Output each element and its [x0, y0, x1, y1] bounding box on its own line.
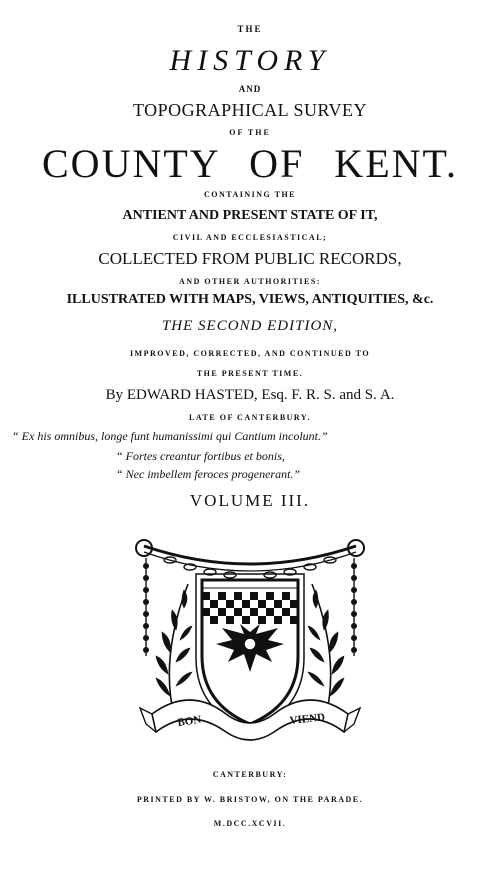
late-of-line: LATE OF CANTERBURY. [189, 413, 311, 422]
title-history: HISTORY [169, 44, 331, 77]
author-line: By EDWARD HASTED, Esq. F. R. S. and S. A. [105, 387, 395, 403]
imprint-printer: PRINTED BY W. BRISTOW, ON THE PARADE. [136, 795, 364, 804]
subtitle-civil: CIVIL AND ECCLESIASTICAL; [172, 233, 328, 242]
subtitle-authorities: AND OTHER AUTHORITIES: [179, 277, 321, 286]
edition-line: THE SECOND EDITION, [161, 318, 339, 334]
improved-line: IMPROVED, CORRECTED, AND CONTINUED TO [129, 349, 371, 358]
subtitle-collected: COLLECTED FROM PUBLIC RECORDS, [98, 249, 402, 268]
coat-of-arms-icon [130, 536, 370, 758]
epigraph-line-1: “ Ex his omnibus, longe funt humanissimi qui Cantium incolunt.” [12, 429, 328, 443]
title-county-of-kent: COUNTY OF KENT. [42, 141, 458, 186]
epigraph-line-3: “ Nec imbellem feroces progenerant.” [116, 467, 301, 481]
present-time-line: THE PRESENT TIME. [196, 369, 304, 378]
subtitle-containing: CONTAINING THE [203, 190, 297, 199]
title-and: AND [238, 84, 262, 94]
title-of-the: OF THE [229, 128, 271, 137]
subtitle-illustrated: ILLUSTRATED WITH MAPS, VIEWS, ANTIQUITIES, &c. [66, 292, 434, 307]
title-the: THE [237, 24, 263, 34]
volume-line: VOLUME III. [189, 491, 311, 510]
epigraph-line-2: “ Fortes creantur fortibus et bonis, [116, 449, 285, 463]
imprint-date: M.DCC.XCVII. [213, 819, 287, 828]
subtitle-antient-state: ANTIENT AND PRESENT STATE OF IT, [122, 208, 378, 223]
motto-left-text: BON [176, 713, 203, 729]
motto-right-text: VIEND [289, 711, 326, 727]
imprint-place: CANTERBURY: [212, 770, 288, 779]
title-topographical-survey: TOPOGRAPHICAL SURVEY [132, 100, 368, 120]
